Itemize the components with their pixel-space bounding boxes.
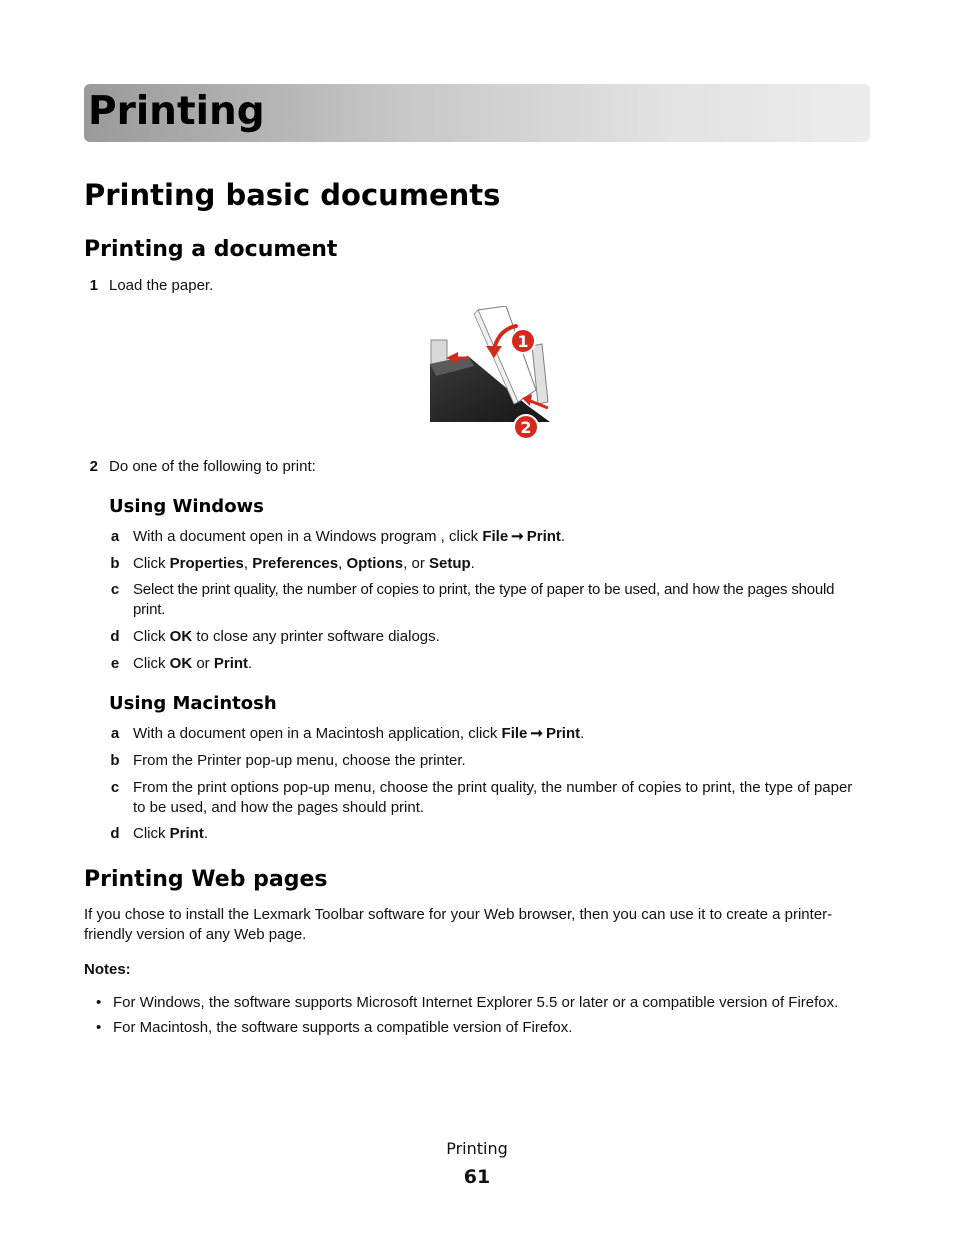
mac-step-b (108, 751, 870, 771)
windows-step-a (108, 527, 870, 547)
windows-step-d (108, 627, 870, 647)
step-letter: a (110, 725, 120, 742)
step-letter: c (110, 779, 120, 796)
heading-printing-a-document: Printing a document (84, 237, 338, 262)
step-text: From the print options pop-up menu, choose the print quality, the number of copies to print, the type of paper to be used, and how the pages should print. (133, 779, 853, 816)
step-text: From the Printer pop-up menu, choose the printer. (133, 752, 466, 769)
web-pages-intro: If you chose to install the Lexmark Toolbar software for your Web browser, then you can use it to create a printer-friendly version of any Web page. (84, 906, 833, 943)
notes-label: Notes: (84, 961, 131, 978)
arrow-right-icon: ➞ (511, 528, 524, 545)
heading-using-macintosh: Using Macintosh (109, 693, 277, 714)
step-text: Do one of the following to print: (109, 458, 316, 475)
step-text: Click OK to close any printer software dialogs. (133, 628, 440, 645)
heading-using-windows: Using Windows (109, 496, 264, 517)
paper-guide-right (532, 344, 548, 404)
page-number: 61 (463, 1166, 491, 1188)
step-text: Click OK or Print. (133, 655, 253, 672)
step-letter: a (110, 528, 120, 545)
windows-step-c (108, 580, 870, 619)
step-text: Select the print quality, the number of copies to print, the type of paper to be used, and how the pages should print. (133, 581, 835, 618)
mac-step-a (108, 724, 870, 744)
heading-printing-web-pages: Printing Web pages (84, 867, 328, 892)
chapter-title: Printing (88, 89, 265, 134)
step-text: With a document open in a Macintosh application, click File ➞ Print. (133, 725, 585, 742)
callout-1-label: 1 (517, 332, 529, 351)
step-letter: d (110, 628, 120, 645)
load-paper-illustration (428, 306, 552, 442)
step-number: 1 (89, 277, 98, 294)
arrow-right-icon: ➞ (530, 725, 543, 742)
step-letter: b (110, 555, 120, 572)
callout-2-label: 2 (520, 418, 532, 437)
mac-step-d (108, 824, 870, 844)
section-title: Printing basic documents (84, 178, 501, 212)
step-letter: c (110, 581, 120, 598)
windows-step-b (108, 554, 870, 574)
bullet-text: For Windows, the software supports Microsoft Internet Explorer 5.5 or later or a compatible version of Firefox. (113, 994, 839, 1011)
step-letter: d (110, 825, 120, 842)
footer-chapter-label: Printing (446, 1139, 508, 1158)
step-text: With a document open in a Windows program , click File ➞ Print. (133, 528, 566, 545)
mac-step-c (108, 778, 858, 817)
windows-step-e (108, 654, 870, 674)
step-text: Click Print. (133, 825, 209, 842)
bullet-icon: • (96, 994, 102, 1011)
step-number: 2 (89, 458, 98, 475)
step-letter: e (110, 655, 120, 672)
step-letter: b (110, 752, 120, 769)
step-text: Load the paper. (109, 277, 214, 294)
bullet-text: For Macintosh, the software supports a compatible version of Firefox. (113, 1019, 573, 1036)
step-text: Click Properties, Preferences, Options, or Setup. (133, 555, 475, 572)
bullet-icon: • (96, 1019, 102, 1036)
